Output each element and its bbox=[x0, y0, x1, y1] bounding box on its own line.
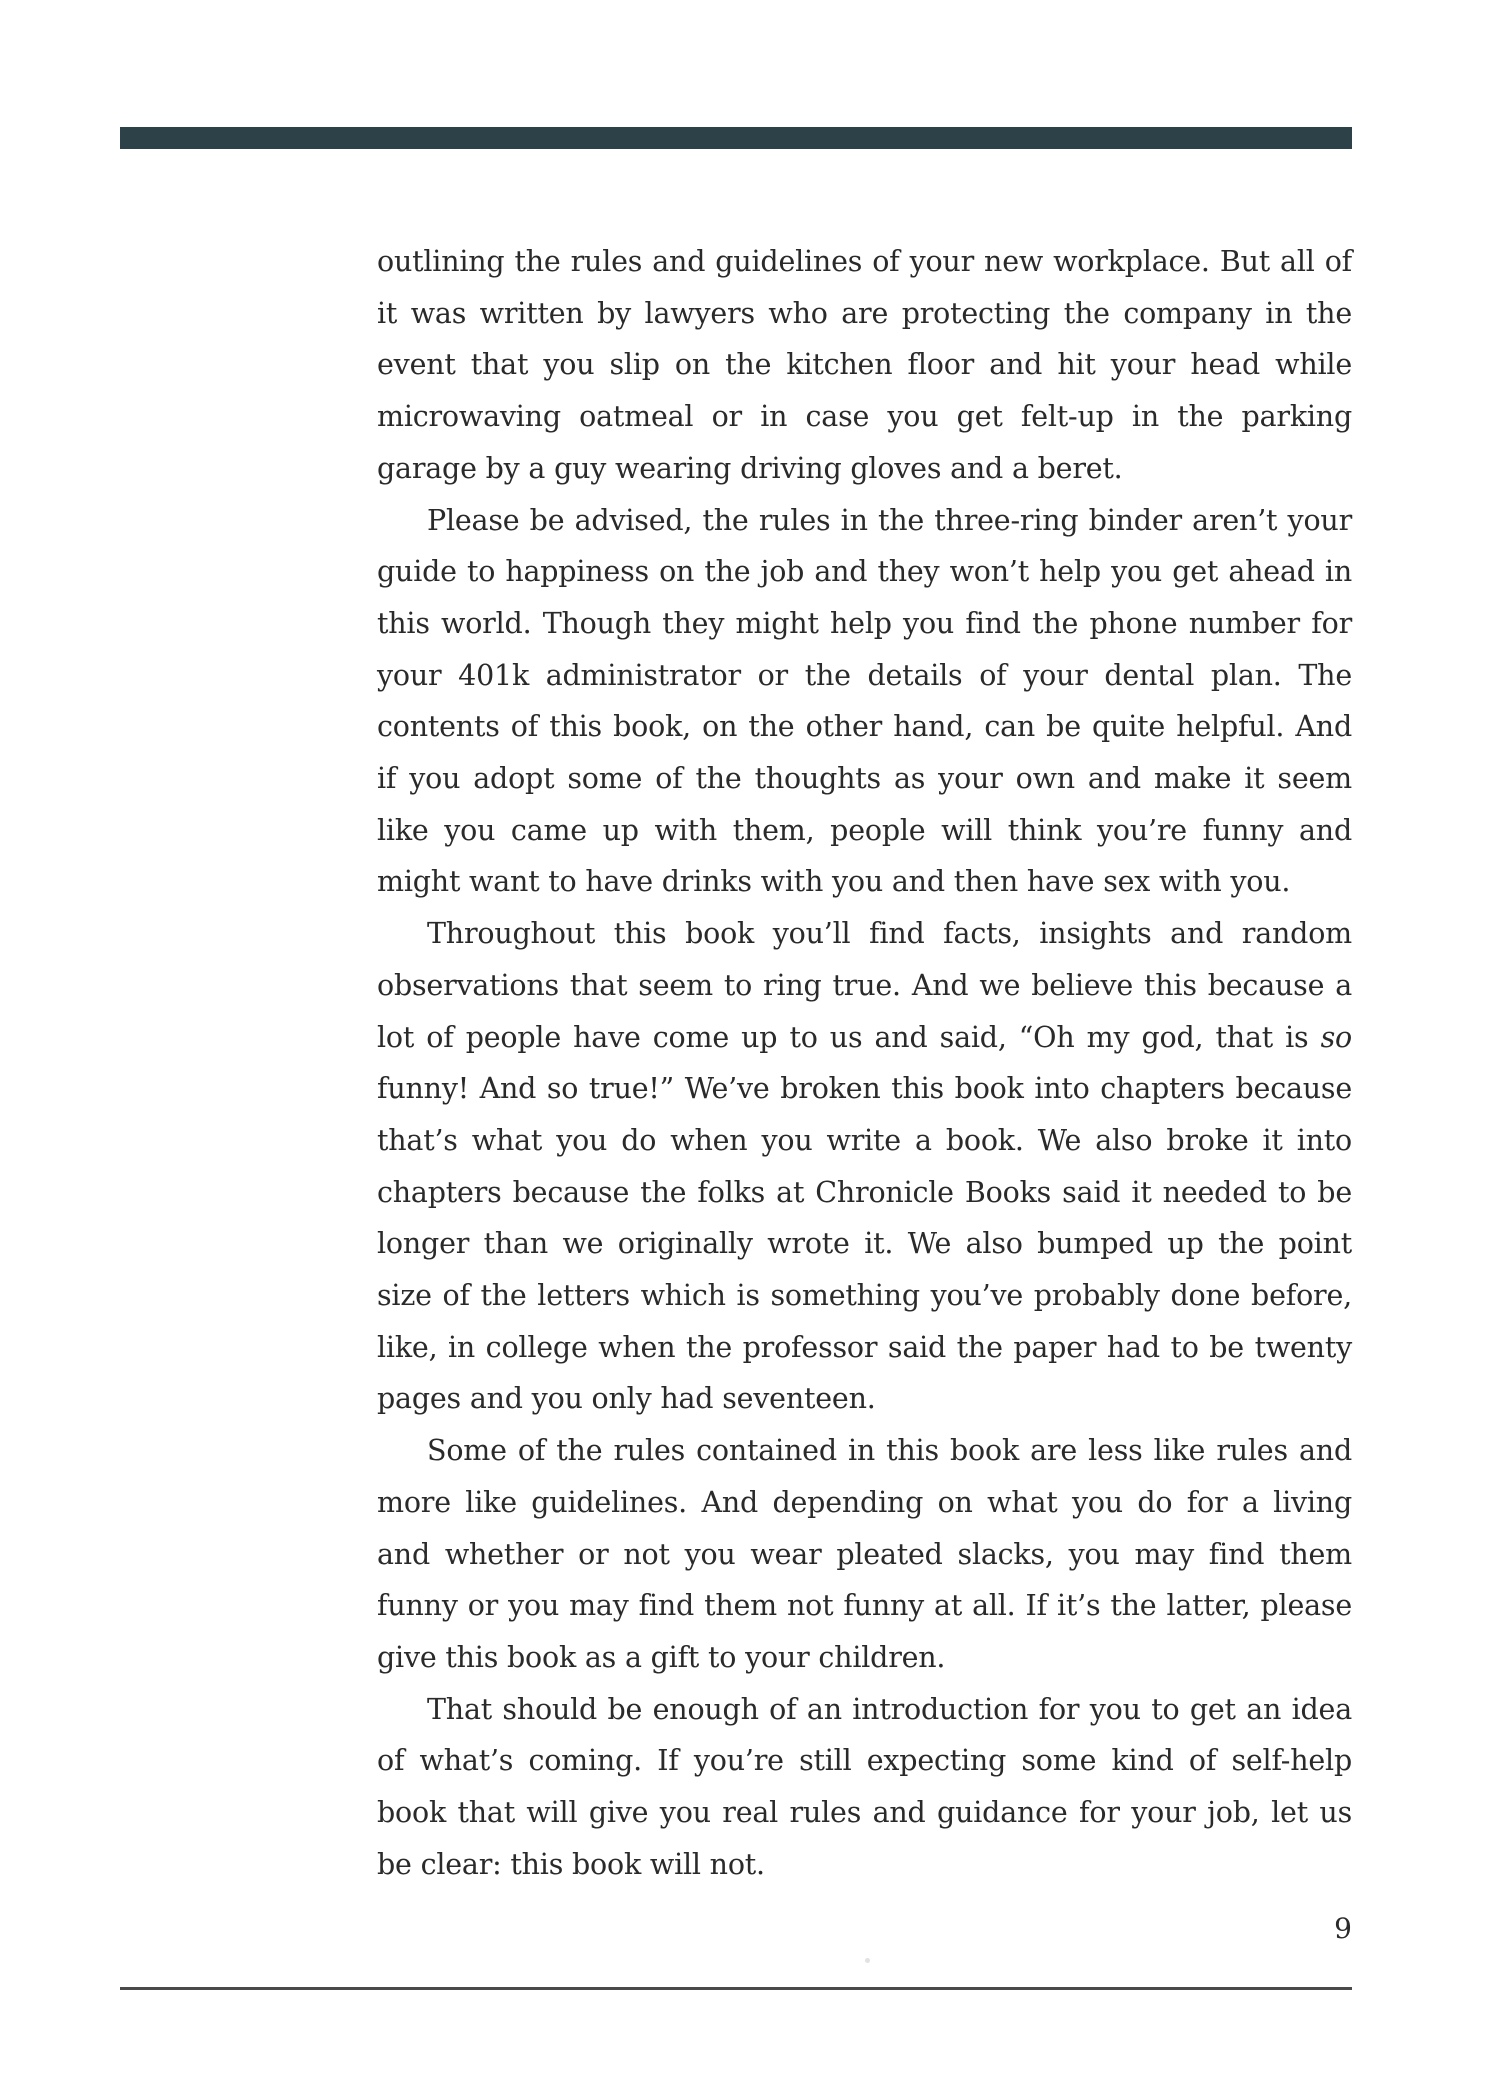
paragraph-2 bbox=[377, 495, 1352, 909]
paragraph-3-emphasis: so bbox=[1320, 1020, 1352, 1054]
paragraph-1-text: outlining the rules and guidelines of your new workplace. But all of it was written by lawyers who are protecting the company in the event that you slip on the kitchen floor and hit your head while microwaving oatmeal or in case you get felt-up in the parking garage by a guy wearing driving gloves and a beret. bbox=[377, 245, 1352, 485]
paragraph-5-text: That should be enough of an introduction for you to get an idea of what’s coming. If you’re still expecting some kind of self-help book that will give you real rules and guidance for your job, let us be clear: this book will not. bbox=[377, 1692, 1352, 1881]
paragraph-3-text-b: funny! And so true!” We’ve broken this book into chapters because that’s what you do when you write a book. We also broke it into chapters because the folks at Chronicle Books said it needed to be longer than we originally wrote it. We also bumped up the point size of the letters which is something you’ve probably done before, like, in college when the professor said the paper had to be twenty pages and you only had seventeen. bbox=[377, 1072, 1352, 1416]
paragraph-4-text: Some of the rules contained in this book are less like rules and more like guidelines. And depending on what you do for a living and whether or not you wear pleated slacks, you may find them funny or you may find them not funny at all. If it’s the latter, please give this book as a gift to your children. bbox=[377, 1434, 1352, 1674]
paragraph-2-text: Please be advised, the rules in the three-ring binder aren’t your guide to happiness on the job and they won’t help you get ahead in this world. Though they might help you find the phone number for your 401k administrator or the details of your dental plan. The contents of this book, on the other hand, can be quite helpful. And if you adopt some of the thoughts as your own and make it seem like you came up with them, people will think you’re funny and might want to have drinks with you and then have sex with you. bbox=[377, 503, 1352, 899]
paragraph-1 bbox=[377, 236, 1352, 495]
body-text bbox=[377, 236, 1352, 1891]
footer-rule bbox=[120, 1987, 1352, 1990]
page-number: 9 bbox=[1334, 1912, 1352, 1945]
paragraph-3-text-a: Throughout this book you’ll find facts, insights and random observations that seem to ring true. And we believe this because a lot of people have come up to us and said, “Oh my god, that is bbox=[377, 917, 1352, 1054]
paragraph-3 bbox=[377, 908, 1352, 1425]
paragraph-5 bbox=[377, 1684, 1352, 1891]
scan-speck bbox=[865, 1958, 870, 1963]
header-band bbox=[120, 127, 1352, 149]
paragraph-4 bbox=[377, 1425, 1352, 1684]
